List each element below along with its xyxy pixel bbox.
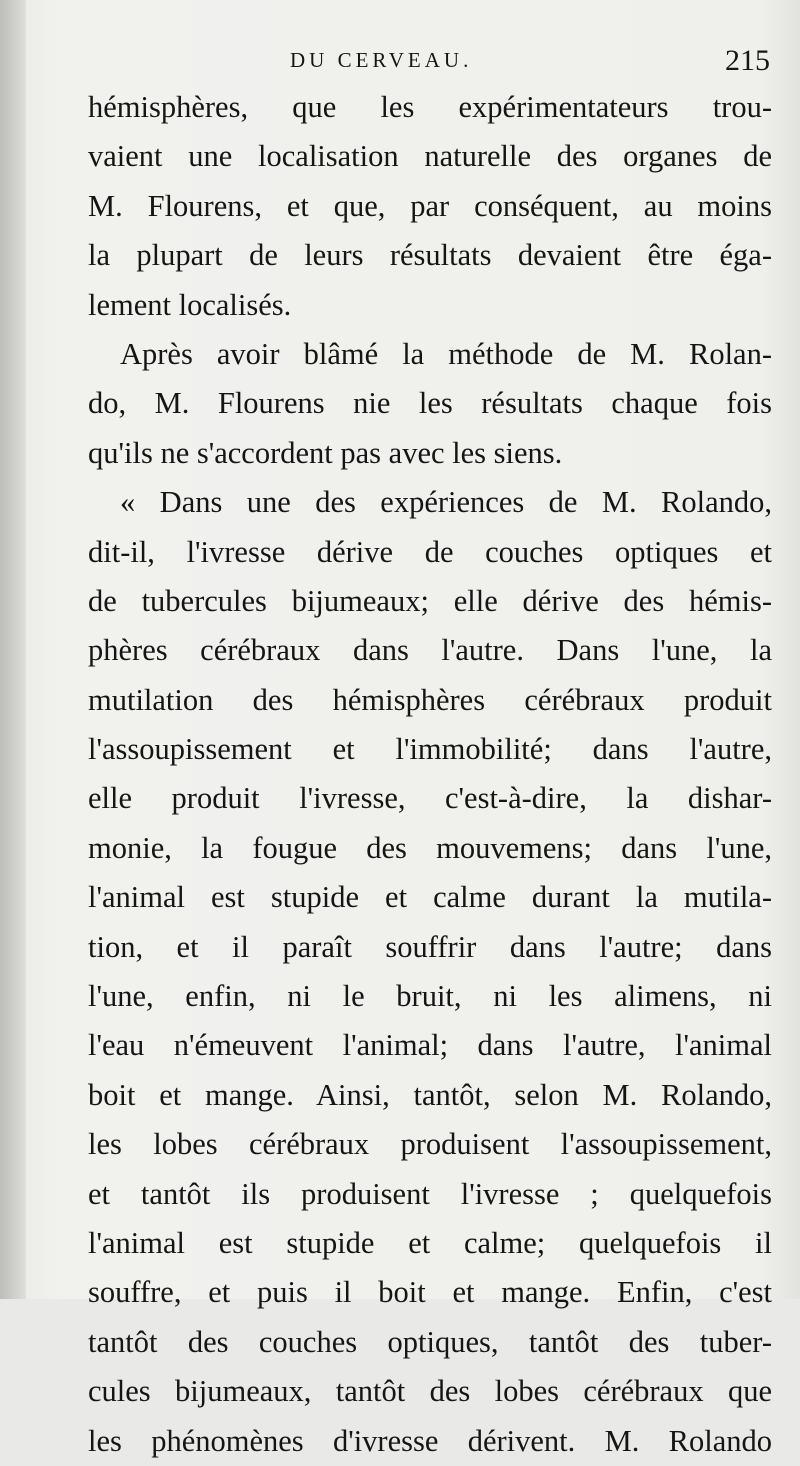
text-line: l'une, enfin, ni le bruit, ni les alimens, ni (88, 979, 772, 1014)
body-text (88, 83, 772, 1466)
text-line: les lobes cérébraux produisent l'assoupissement, (88, 1127, 772, 1162)
text-line: de tubercules bijumeaux; elle dérive des hémis- (88, 583, 772, 618)
text-line: boit et mange. Ainsi, tantôt, selon M. Rolando, (88, 1077, 772, 1112)
text-line: « Dans une des expériences de M. Rolando, (120, 485, 772, 520)
binding-gutter (0, 0, 26, 1299)
page-number: 215 (725, 44, 770, 77)
text-line: M. Flourens, et que, par conséquent, au moins (88, 188, 772, 223)
page-header (90, 44, 770, 84)
text-line: tion, et il paraît souffrir dans l'autre; dans (88, 929, 772, 964)
text-line: Après avoir blâmé la méthode de M. Rolan- (120, 336, 772, 371)
text-line: l'animal est stupide et calme durant la mutila- (88, 880, 772, 915)
text-line: tantôt des couches optiques, tantôt des tuber- (88, 1324, 772, 1359)
running-title: DU CERVEAU. (290, 48, 473, 72)
text-line: et tantôt ils produisent l'ivresse ; quelquefois (88, 1176, 772, 1211)
text-line: monie, la fougue des mouvemens; dans l'une, (88, 830, 772, 865)
text-line: dit-il, l'ivresse dérive de couches optiques et (88, 534, 772, 569)
text-line: lement localisés. (88, 287, 292, 322)
text-line: elle produit l'ivresse, c'est-à-dire, la dishar- (88, 781, 772, 816)
text-line: l'animal est stupide et calme; quelquefois il (88, 1225, 772, 1260)
text-line: les phénomènes d'ivresse dérivent. M. Rolando (88, 1423, 772, 1458)
text-line: cules bijumeaux, tantôt des lobes cérébraux que (88, 1374, 772, 1409)
text-line: phères cérébraux dans l'autre. Dans l'une, la (88, 633, 772, 668)
text-line: vaient une localisation naturelle des organes de (88, 139, 772, 174)
text-line: l'assoupissement et l'immobilité; dans l'autre, (88, 732, 772, 767)
text-line: qu'ils ne s'accordent pas avec les siens. (88, 435, 563, 470)
text-line: hémisphères, que les expérimentateurs trou- (88, 90, 772, 124)
text-line: la plupart de leurs résultats devaient être éga- (88, 238, 772, 273)
text-line: souffre, et puis il boit et mange. Enfin, c'est (88, 1275, 772, 1310)
text-line: mutilation des hémisphères cérébraux produit (88, 682, 772, 717)
text-line: do, M. Flourens nie les résultats chaque fois (88, 386, 772, 421)
text-line: l'eau n'émeuvent l'animal; dans l'autre, l'animal (88, 1028, 772, 1063)
